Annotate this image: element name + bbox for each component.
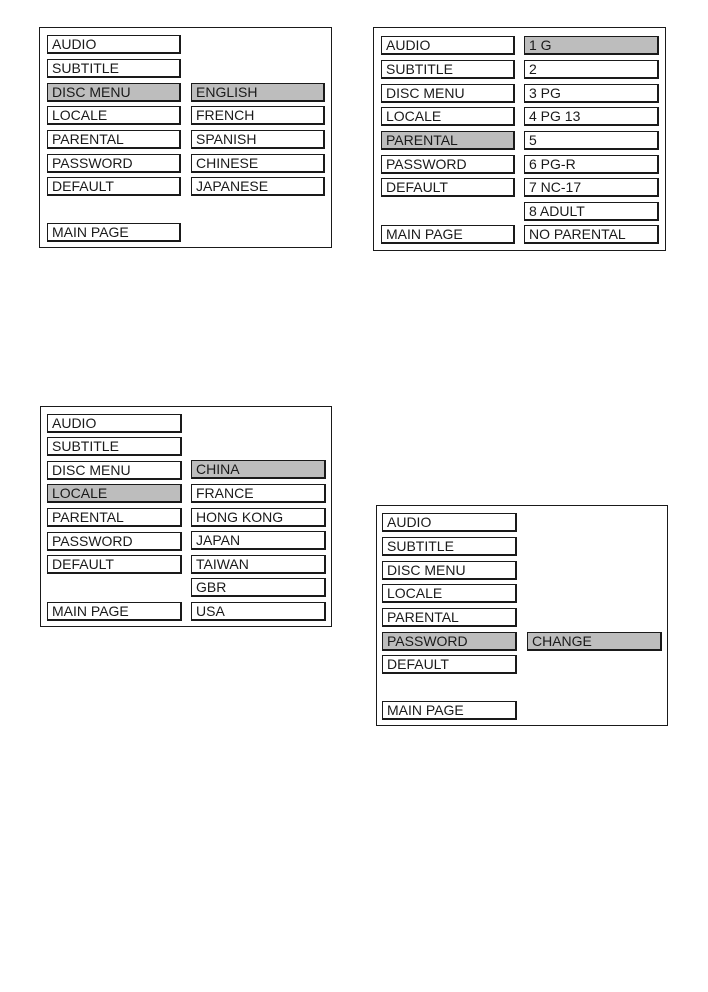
option-no-parental[interactable]: NO PARENTAL	[524, 225, 659, 244]
option-rating-1-g[interactable]: 1 G	[524, 36, 659, 55]
menu-subtitle[interactable]: SUBTITLE	[382, 537, 517, 556]
disc-menu-panel	[39, 27, 332, 248]
menu-locale[interactable]: LOCALE	[381, 107, 515, 126]
menu-default[interactable]: DEFAULT	[47, 177, 181, 196]
option-france[interactable]: FRANCE	[191, 484, 326, 503]
menu-parental[interactable]: PARENTAL	[381, 131, 515, 150]
menu-parental[interactable]: PARENTAL	[47, 508, 182, 527]
option-hong-kong[interactable]: HONG KONG	[191, 508, 326, 527]
menu-password[interactable]: PASSWORD	[47, 154, 181, 173]
menu-main-page[interactable]: MAIN PAGE	[47, 223, 181, 242]
option-rating-3-pg[interactable]: 3 PG	[524, 84, 659, 103]
menu-subtitle[interactable]: SUBTITLE	[47, 437, 182, 456]
locale-panel	[40, 406, 332, 627]
option-rating-4-pg13[interactable]: 4 PG 13	[524, 107, 659, 126]
option-japanese[interactable]: JAPANESE	[191, 177, 325, 196]
menu-default[interactable]: DEFAULT	[382, 655, 517, 674]
menu-parental[interactable]: PARENTAL	[382, 608, 517, 627]
menu-audio[interactable]: AUDIO	[381, 36, 515, 55]
menu-password[interactable]: PASSWORD	[381, 155, 515, 174]
menu-password[interactable]: PASSWORD	[47, 532, 182, 551]
menu-main-page[interactable]: MAIN PAGE	[47, 602, 182, 621]
option-spanish[interactable]: SPANISH	[191, 130, 325, 149]
option-japan[interactable]: JAPAN	[191, 531, 326, 550]
option-rating-6-pg-r[interactable]: 6 PG-R	[524, 155, 659, 174]
menu-password[interactable]: PASSWORD	[382, 632, 517, 651]
option-chinese[interactable]: CHINESE	[191, 154, 325, 173]
option-gbr[interactable]: GBR	[191, 578, 326, 597]
menu-audio[interactable]: AUDIO	[47, 414, 182, 433]
option-french[interactable]: FRENCH	[191, 106, 325, 125]
option-rating-2[interactable]: 2	[524, 60, 659, 79]
option-change-password[interactable]: CHANGE	[527, 632, 662, 651]
option-rating-7-nc17[interactable]: 7 NC-17	[524, 178, 659, 197]
menu-subtitle[interactable]: SUBTITLE	[47, 59, 181, 78]
menu-audio[interactable]: AUDIO	[382, 513, 517, 532]
option-usa[interactable]: USA	[191, 602, 326, 621]
menu-main-page[interactable]: MAIN PAGE	[382, 701, 517, 720]
menu-audio[interactable]: AUDIO	[47, 35, 181, 54]
option-rating-5[interactable]: 5	[524, 131, 659, 150]
menu-parental[interactable]: PARENTAL	[47, 130, 181, 149]
option-english[interactable]: ENGLISH	[191, 83, 325, 102]
menu-disc-menu[interactable]: DISC MENU	[47, 83, 181, 102]
menu-disc-menu[interactable]: DISC MENU	[47, 461, 182, 480]
menu-disc-menu[interactable]: DISC MENU	[382, 561, 517, 580]
menu-default[interactable]: DEFAULT	[381, 178, 515, 197]
parental-panel	[373, 27, 666, 251]
menu-main-page[interactable]: MAIN PAGE	[381, 225, 515, 244]
menu-default[interactable]: DEFAULT	[47, 555, 182, 574]
option-rating-8-adult[interactable]: 8 ADULT	[524, 202, 659, 221]
menu-subtitle[interactable]: SUBTITLE	[381, 60, 515, 79]
menu-locale[interactable]: LOCALE	[382, 584, 517, 603]
menu-disc-menu[interactable]: DISC MENU	[381, 84, 515, 103]
menu-locale[interactable]: LOCALE	[47, 484, 182, 503]
password-panel	[376, 505, 668, 726]
menu-locale[interactable]: LOCALE	[47, 106, 181, 125]
option-china[interactable]: CHINA	[191, 460, 326, 479]
option-taiwan[interactable]: TAIWAN	[191, 555, 326, 574]
